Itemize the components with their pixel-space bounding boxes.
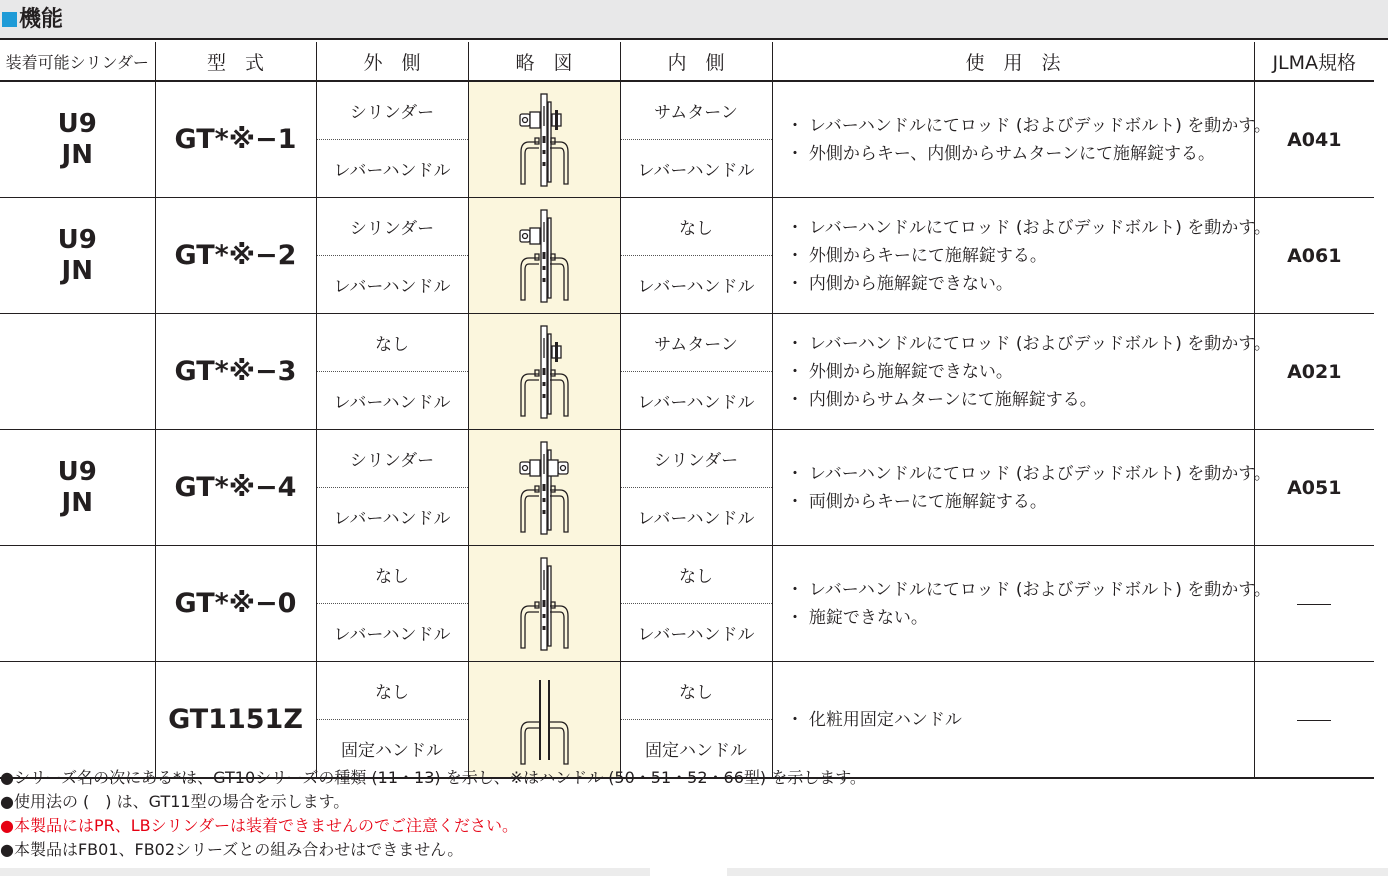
- lock-diagram-icon: [468, 546, 620, 662]
- header-diagram: 略 図: [468, 42, 620, 81]
- usage-item: ・ 両側からキーにて施解錠する。: [786, 491, 1047, 512]
- jlma-none-dash: [1297, 720, 1331, 721]
- jlma-cell: [1254, 314, 1374, 430]
- inside-cell: [620, 198, 772, 314]
- header-model: 型 式: [155, 42, 316, 81]
- model-cell: GT*※−4: [155, 430, 316, 546]
- lock-diagram-icon: [468, 198, 620, 314]
- model-cell: GT*※−2: [155, 198, 316, 314]
- footer-divider-right: [727, 868, 1388, 876]
- model-cell: GT*※−1: [155, 81, 316, 198]
- usage-cell: [772, 430, 1271, 546]
- inside-lower: レバーハンドル: [637, 509, 755, 529]
- function-table: [0, 42, 1374, 779]
- footnote: ●シリーズ名の次にある*は、GT10シリーズの種類 (11・13) を示し、※はハンドル (50・51・52・66型) を示します。: [0, 768, 866, 787]
- inside-cell: [620, 430, 772, 546]
- outside-upper: シリンダー: [317, 198, 468, 256]
- table-row: [0, 81, 1374, 198]
- model-cell: GT*※−3: [155, 314, 316, 430]
- header-cylinder: 装着可能シリンダー: [0, 42, 155, 81]
- usage-cell: [772, 546, 1271, 662]
- cylinder-cell: [0, 662, 155, 779]
- usage-item: ・ 外側から施解錠できない。: [786, 361, 1013, 382]
- footnote-warning: ●本製品にはPR、LBシリンダーは装着できませんのでご注意ください。: [0, 816, 518, 835]
- section-header: [0, 0, 1388, 40]
- outside-upper: なし: [317, 546, 468, 604]
- usage-item: ・ レバーハンドルにてロッド (およびデッドボルト) を動かす。: [786, 333, 1271, 354]
- inside-upper: なし: [621, 546, 772, 604]
- section-title: 機能: [19, 7, 64, 32]
- inside-lower: 固定ハンドル: [645, 741, 747, 761]
- outside-lower: レバーハンドル: [333, 277, 451, 297]
- header-inside: 内 側: [620, 42, 772, 81]
- cylinder-type: U9: [57, 456, 97, 487]
- jlma-code: A051: [1287, 476, 1342, 499]
- inside-upper: なし: [621, 198, 772, 256]
- usage-cell: [772, 198, 1271, 314]
- jlma-cell: [1254, 430, 1374, 546]
- cylinder-type: U9: [57, 224, 97, 255]
- cylinder-type: U9: [57, 108, 97, 139]
- outside-upper: なし: [317, 314, 468, 372]
- inside-cell: [620, 314, 772, 430]
- jlma-cell: [1254, 662, 1374, 779]
- outside-cell: [316, 430, 468, 546]
- outside-upper: なし: [317, 662, 468, 720]
- lock-diagram-icon: [468, 314, 620, 430]
- usage-item: ・ レバーハンドルにてロッド (およびデッドボルト) を動かす。: [786, 115, 1271, 136]
- usage-item: ・ 外側からキーにて施解錠する。: [786, 245, 1047, 266]
- outside-lower: レバーハンドル: [333, 161, 451, 181]
- outside-cell: [316, 662, 468, 779]
- jlma-cell: [1254, 546, 1374, 662]
- usage-cell: [772, 314, 1271, 430]
- outside-upper: シリンダー: [317, 82, 468, 140]
- jlma-cell: [1254, 81, 1374, 198]
- outside-lower: レバーハンドル: [333, 393, 451, 413]
- lock-diagram-icon: [468, 662, 620, 779]
- header-usage: 使 用 法: [772, 42, 1254, 81]
- outside-cell: [316, 314, 468, 430]
- outside-cell: [316, 198, 468, 314]
- section-marker-icon: [2, 12, 17, 27]
- table-row: [0, 430, 1374, 546]
- usage-cell: [772, 81, 1271, 198]
- jlma-cell: [1254, 198, 1374, 314]
- lock-diagram-icon: [468, 81, 620, 198]
- table-row: [0, 546, 1374, 662]
- usage-item: ・ レバーハンドルにてロッド (およびデッドボルト) を動かす。: [786, 217, 1271, 238]
- outside-lower: レバーハンドル: [333, 625, 451, 645]
- model-cell: GT*※−0: [155, 546, 316, 662]
- header-outside: 外 側: [316, 42, 468, 81]
- inside-lower: レバーハンドル: [637, 277, 755, 297]
- outside-lower: レバーハンドル: [333, 509, 451, 529]
- model-cell: GT1151Z: [155, 662, 316, 779]
- usage-cell: [772, 662, 1254, 779]
- cylinder-cell: [0, 546, 155, 662]
- outside-upper: シリンダー: [317, 430, 468, 488]
- header-jlma: JLMA規格: [1254, 42, 1374, 81]
- usage-item: ・ 外側からキー、内側からサムターンにて施解錠する。: [786, 143, 1216, 164]
- cylinder-cell: [0, 314, 155, 430]
- footnote: ●使用法の ( ) は、GT11型の場合を示します。: [0, 792, 350, 811]
- cylinder-cell: [0, 81, 155, 198]
- inside-lower: レバーハンドル: [637, 625, 755, 645]
- outside-lower: 固定ハンドル: [341, 741, 443, 761]
- outside-cell: [316, 81, 468, 198]
- cylinder-type: JN: [61, 139, 93, 170]
- inside-lower: レバーハンドル: [637, 161, 755, 181]
- lock-diagram-icon: [468, 430, 620, 546]
- inside-upper: サムターン: [621, 82, 772, 140]
- footnotes: [0, 766, 866, 862]
- inside-upper: サムターン: [621, 314, 772, 372]
- cylinder-type: JN: [61, 487, 93, 518]
- inside-cell: [620, 662, 772, 779]
- jlma-code: A061: [1287, 244, 1342, 267]
- jlma-code: A041: [1287, 128, 1342, 151]
- table-row: [0, 314, 1374, 430]
- inside-cell: [620, 81, 772, 198]
- cylinder-cell: [0, 430, 155, 546]
- inside-upper: シリンダー: [621, 430, 772, 488]
- usage-item: ・ 内側から施解錠できない。: [786, 273, 1013, 294]
- cylinder-type: JN: [61, 255, 93, 286]
- usage-item: ・ 化粧用固定ハンドル: [786, 709, 962, 730]
- table-row: [0, 198, 1374, 314]
- footnote: ●本製品はFB01、FB02シリーズとの組み合わせはできません。: [0, 840, 464, 859]
- jlma-code: A021: [1287, 360, 1342, 383]
- table-row: [0, 662, 1374, 779]
- cylinder-cell: [0, 198, 155, 314]
- inside-lower: レバーハンドル: [637, 393, 755, 413]
- usage-item: ・ 内側からサムターンにて施解錠する。: [786, 389, 1097, 410]
- inside-cell: [620, 546, 772, 662]
- usage-item: ・ 施錠できない。: [786, 607, 928, 628]
- usage-item: ・ レバーハンドルにてロッド (およびデッドボルト) を動かす。: [786, 463, 1271, 484]
- usage-item: ・ レバーハンドルにてロッド (およびデッドボルト) を動かす。: [786, 579, 1271, 600]
- outside-cell: [316, 546, 468, 662]
- footer-divider-left: [0, 868, 650, 876]
- table-header-row: [0, 42, 1374, 81]
- jlma-none-dash: [1297, 604, 1331, 605]
- inside-upper: なし: [621, 662, 772, 720]
